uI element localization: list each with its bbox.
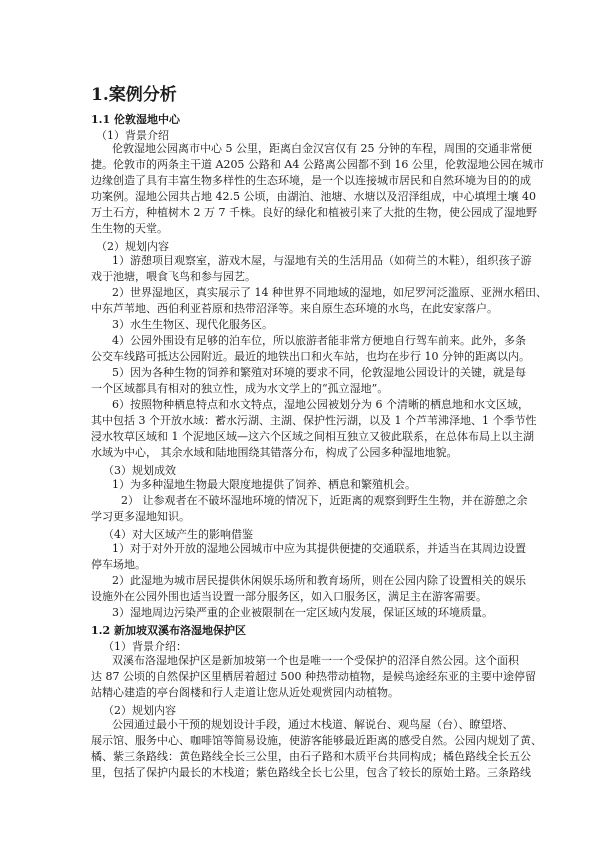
paragraph-line: 3）湿地周边污染严重的企业被限制在一定区域内发展，保证区域的环境质量。 [112,606,493,619]
section-heading-1-1: 1.1 伦敦湿地中心 [91,113,180,126]
subheading-planning: （2）规划内容 [103,704,176,717]
paragraph-line: 2）世界湿地区，真实展示了 14 种世界不同地域的湿地，如尼罗河泛滥原、亚洲水稻田、 [112,286,547,299]
paragraph-line: 学习更多湿地知识。 [91,510,190,523]
paragraph-line: 双溪布洛湿地保护区是新加坡第一个也是唯一一个受保护的沼泽自然公园。这个面积 [112,654,519,667]
paragraph-line: 浸水牧草区域和 1 个泥地区域—这六个区域之间相互独立又彼此联系，在总体布局上以主湖 [91,430,534,443]
paragraph-line: 2）此湿地为城市居民提供休闲娱乐场所和教育场所，则在公园内除了设置相关的娱乐 [112,574,526,587]
paragraph-line: 戏于池塘，喂食飞鸟和参与园艺。 [91,270,256,283]
paragraph-line: 万土石方，种植树木 2 万 7 千株。良好的绿化和植被引来了大批的生物，使公园成了湿地野 [91,206,537,219]
paragraph-line: 功案例。湿地公园共占地 42.5 公顷，由湖泊、池塘、水塘以及沼泽组成，中心填埋土壤 40 [91,190,536,203]
paragraph-line: 站精心建造的亭台阁楼和行人走道让您从近处观赏园内动植物。 [91,686,399,699]
paragraph-line: 设施外在公园外围也适当设置一部分服务区，如入口服务区，满足主在游客需要。 [91,590,487,603]
subheading-effects: （3）规划成效 [103,464,176,477]
paragraph-line: 其中包括 3 个开放水域：蓄水污湖、主湖、保护性污湖，以及 1 个芦苇沸泽地、1 个季节性 [91,414,537,427]
paragraph-line: 5）因为各种生物的饲养和繁殖对环境的要求不同，伦敦湿地公园设计的关键，就是每 [112,366,526,379]
paragraph-line: 中东芦苇地、西伯利亚苔原和热带沼泽等。来自原生态环境的水鸟，在此安家落户。 [91,302,498,315]
paragraph-line: 6）按照物种栖息特点和水文特点，湿地公园被划分为 6 个清晰的栖息地和水文区域， [112,398,529,411]
paragraph-line: 一个区域都具有相对的独立性，成为水文学上的“孤立湿地”。 [91,382,389,395]
paragraph-line: 橘、紫三条路线：黄色路线全长三公里，由石子路和木质平台共同构成；橘色路线全长五公 [91,750,531,763]
paragraph-line: 捷。伦敦市的两条主干道 A205 公路和 A4 公路离公园都不到 16 公里，伦敦湿地公园在城市 [91,158,544,171]
paragraph-line: 边缘创造了具有丰富生物多样性的生态环境，是一个以连接城市居民和自然环境为目的的成 [91,174,531,187]
paragraph-line: 3）水生生物区、现代化服务区。 [112,318,273,331]
paragraph-line: 展示馆、服务中心、咖啡馆等简易设施，使游客能够最近距离的感受自然。公园内规划了黄、 [91,734,542,747]
section-heading-1-2: 1.2 新加坡双溪布洛湿地保护区 [91,624,246,637]
page-title: 1.案例分析 [91,85,177,105]
paragraph-line: 公园通过最小干预的规划设计手段，通过木栈道、解说台、观鸟屋（台）、瞭望塔、 [112,718,514,731]
paragraph-line: 4）公园外围设有足够的泊车位，所以旅游者能非常方便地自行驾车前来。此外，多条 [112,334,526,347]
paragraph-line: 2） 让参观者在不破坏湿地环境的情况下，近距离的观察到野生生物，并在游憩之余 [121,494,528,507]
paragraph-line: 里，包括了保护内最长的木栈道；紫色路线全长七公里，包含了较长的原始土路。三条路线 [91,766,531,779]
paragraph-line: 生生物的天堂。 [91,222,168,235]
subheading-background: （1）背景介绍 [96,129,169,142]
paragraph-line: 公交车线路可抵达公园附近。最近的地铁出口和火车站，也均在步行 10 分钟的距离以内。 [91,350,530,363]
paragraph-line: 1）游憩项目观察室，游戏木屋，与湿地有关的生活用品（如荷兰的木鞋），组织孩子游 [112,254,532,267]
subheading-background: （1）背景介绍： [103,640,187,653]
subheading-planning: （2）规划内容 [96,240,169,253]
paragraph-line: 1）为多种湿地生物最大限度地提供了饲养、栖息和繁殖机会。 [112,478,416,491]
paragraph-line: 伦敦湿地公园离市中心 5 公里，距离白金汉宫仅有 25 分钟的车程，周围的交通非常便 [112,142,532,155]
paragraph-line: 达 87 公顷的自然保护区里栖居着超过 500 种热带动植物，是候鸟途经东亚的主要中途停留 [91,670,536,683]
paragraph-line: 1）对于对外开放的湿地公园城市中应为其提供便捷的交通联系，并适当在其周边设置 [112,542,526,555]
subheading-lessons: （4）对大区域产生的影响借鉴 [103,528,253,541]
paragraph-line: 水域为中心， 其余水域和陆地围绕其错落分布，构成了公园多种湿地地貌。 [91,446,458,459]
paragraph-line: 停车场地。 [91,558,146,571]
